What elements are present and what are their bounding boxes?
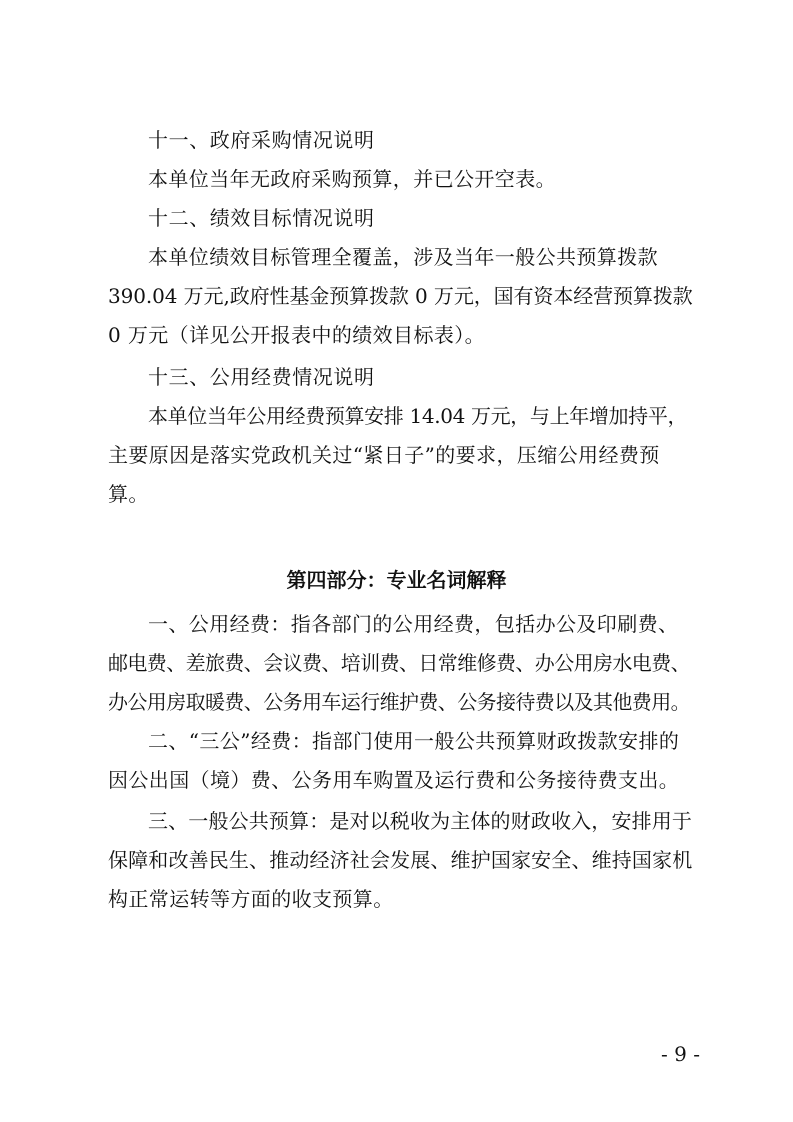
paragraph-line: 办公用房取暖费、公务用车运行维护费、公务接待费以及其他费用。 [108,690,690,714]
paragraph-line: 本单位绩效目标管理全覆盖，涉及当年一般公共预算拨款 [148,245,658,269]
paragraph-line: 构正常运转等方面的收支预算。 [108,887,394,911]
paragraph-line: 三、一般公共预算：是对以税收为主体的财政收入，安排用于 [148,809,693,833]
paragraph-line: 保障和改善民生、推动经济社会发展、维护国家安全、维持国家机 [108,848,693,872]
part-title: 第四部分：专业名词解释 [286,568,507,592]
paragraph-line: 390.04 万元,政府性基金预算拨款 0 万元，国有资本经营预算拨款 [108,284,693,308]
paragraph-line: 本单位当年无政府采购预算，并已公开空表。 [148,167,556,191]
paragraph-line: 邮电费、差旅费、会议费、培训费、日常维修费、办公用房水电费、 [108,651,690,675]
paragraph-line: 因公出国（境）费、公务用车购置及运行费和公务接待费支出。 [108,768,680,792]
paragraph-line: 算。 [108,482,149,506]
paragraph-line: 0 万元（详见公开报表中的绩效目标表）。 [108,323,486,347]
paragraph-line: 本单位当年公用经费预算安排 14.04 万元，与上年增加持平， [148,404,688,428]
section-heading-public-funds: 十三、公用经费情况说明 [148,365,375,389]
paragraph-line: 主要原因是落实党政机关过“紧日子”的要求，压缩公用经费预 [108,443,660,467]
paragraph-line: 二、“三公”经费：指部门使用一般公共预算财政拨款安排的 [148,729,680,753]
paragraph-line: 一、公用经费：指各部门的公用经费，包括办公及印刷费、 [148,612,679,636]
page-number: - 9 - [661,1042,700,1066]
section-heading-performance-targets: 十二、绩效目标情况说明 [148,206,375,230]
section-heading-government-procurement: 十一、政府采购情况说明 [148,128,375,152]
